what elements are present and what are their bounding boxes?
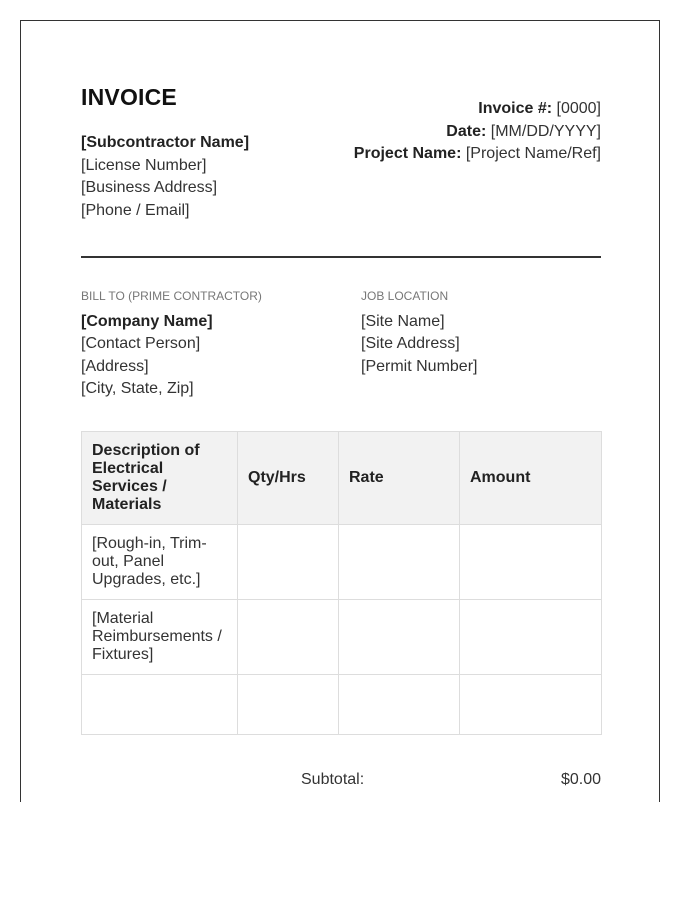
cell-description[interactable] (82, 675, 238, 735)
cell-rate[interactable] (339, 600, 460, 675)
table-row (82, 675, 602, 735)
job-location-section (361, 289, 621, 378)
cell-description[interactable]: [Material Reimbursements / Fixtures] (82, 600, 238, 675)
invoice-date-line (354, 121, 601, 144)
project-name-value: [Project Name/Ref] (465, 145, 601, 162)
invoice-number-value: [0000] (556, 100, 601, 117)
bill-to-city: [City, State, Zip] (81, 379, 194, 397)
bill-to-address: [Address] (81, 357, 149, 375)
bill-to-company: [Company Name] (81, 313, 213, 330)
column-header-rate: Rate (339, 432, 460, 525)
subtotal-label: Subtotal: (301, 771, 365, 788)
cell-rate[interactable] (339, 675, 460, 735)
job-permit-number: [Permit Number] (361, 357, 478, 375)
project-name-line (354, 143, 601, 166)
job-site-address: [Site Address] (361, 335, 460, 353)
cell-amount[interactable] (460, 675, 602, 735)
cell-description[interactable]: [Rough-in, Trim-out, Panel Upgrades, etc.] (82, 525, 238, 600)
cell-qty[interactable] (238, 525, 339, 600)
cell-qty[interactable] (238, 600, 339, 675)
project-name-label: Project Name: (353, 145, 462, 162)
invoice-number-line (354, 98, 601, 121)
invoice-title: INVOICE (81, 84, 177, 110)
cell-amount[interactable] (460, 600, 602, 675)
line-items-table (81, 431, 602, 735)
invoice-date-label: Date: (446, 122, 487, 140)
subcontractor-contact: [Phone / Email] (81, 201, 190, 219)
bill-to-label: BILL TO (PRIME CONTRACTOR) (81, 289, 262, 303)
job-location-label: JOB LOCATION (361, 289, 449, 303)
table-row (82, 600, 602, 675)
subcontractor-license: [License Number] (81, 156, 207, 174)
subcontractor-address: [Business Address] (81, 179, 218, 196)
bill-to-lines (81, 311, 341, 400)
subtotal-value: $0.00 (560, 771, 601, 788)
subcontractor-block (81, 132, 249, 222)
job-site-name: [Site Name] (361, 313, 445, 330)
subcontractor-name: [Subcontractor Name] (81, 134, 250, 151)
cell-qty[interactable] (238, 675, 339, 735)
column-header-description: Description of Electrical Services / Materials (82, 432, 238, 525)
table-header-row (82, 432, 602, 525)
header-divider (81, 256, 601, 258)
cell-rate[interactable] (339, 525, 460, 600)
column-header-amount: Amount (460, 432, 602, 525)
bill-to-contact: [Contact Person] (81, 335, 201, 353)
invoice-date-value: [MM/DD/YYYY] (490, 122, 601, 140)
column-header-qty: Qty/Hrs (238, 432, 339, 525)
invoice-meta (354, 98, 601, 166)
invoice-number-label: Invoice #: (478, 100, 553, 117)
job-location-lines (361, 311, 621, 378)
invoice-page (20, 20, 660, 802)
bill-to-section (81, 289, 341, 400)
table-row (82, 525, 602, 600)
cell-amount[interactable] (460, 525, 602, 600)
